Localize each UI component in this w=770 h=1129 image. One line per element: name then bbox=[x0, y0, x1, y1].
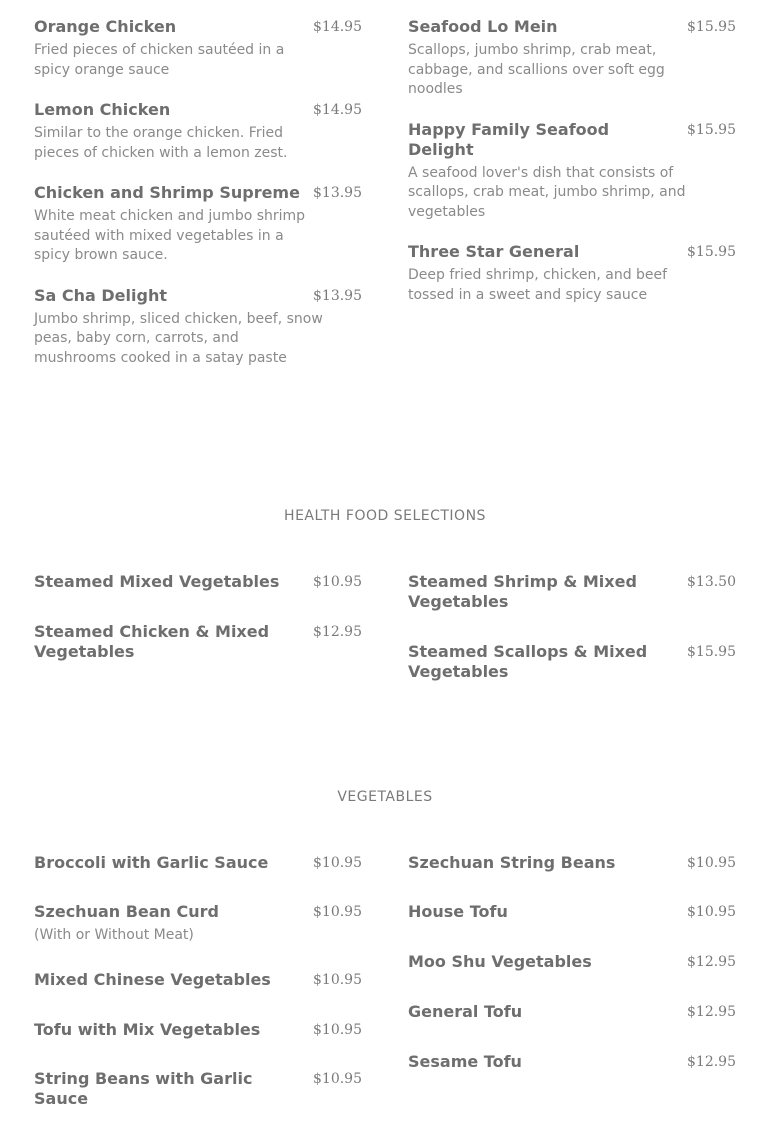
item-description: White meat chicken and jumbo shrimp sautéed with mixed vegetables in a spicy brown sauce. bbox=[34, 208, 306, 263]
item-description: Jumbo shrimp, sliced chicken, beef, snow peas, baby corn, carrots, and mushrooms cooked in a satay paste bbox=[34, 310, 323, 366]
item-name: House Tofu bbox=[408, 902, 508, 921]
item-description: (With or Without Meat) bbox=[34, 927, 194, 943]
item-price: $13.95 bbox=[313, 185, 362, 201]
item-price: $10.95 bbox=[313, 971, 362, 988]
item-price: $13.50 bbox=[687, 574, 736, 590]
section-heading: VEGETABLES bbox=[337, 789, 433, 805]
item-price: $14.95 bbox=[313, 102, 362, 118]
item-name: Orange Chicken bbox=[34, 17, 177, 36]
item-price: $12.95 bbox=[687, 1004, 736, 1020]
menu-item bbox=[34, 1069, 362, 1109]
menu-item bbox=[34, 902, 362, 946]
item-name: Szechuan String Beans bbox=[408, 853, 616, 872]
item-name: Szechuan Bean Curd bbox=[34, 902, 219, 921]
item-price: $12.95 bbox=[313, 624, 362, 640]
item-price: $13.95 bbox=[313, 287, 362, 304]
menu-column-right bbox=[408, 853, 736, 1092]
item-name: Sa Cha Delight bbox=[34, 285, 167, 305]
menu-item bbox=[408, 952, 736, 972]
menu-item bbox=[34, 970, 362, 990]
menu-item bbox=[408, 853, 736, 873]
item-name: Tofu with Mix Vegetables bbox=[34, 1019, 261, 1039]
menu-item bbox=[34, 100, 362, 163]
item-name: Sesame Tofu bbox=[408, 1052, 522, 1071]
item-price: $15.95 bbox=[687, 121, 736, 138]
item-price: $10.95 bbox=[313, 1070, 362, 1087]
item-price: $10.95 bbox=[313, 574, 362, 590]
item-name: Lemon Chicken bbox=[34, 100, 171, 119]
item-name: Steamed Mixed Vegetables bbox=[34, 572, 280, 591]
menu-item bbox=[34, 1020, 362, 1040]
section-heading: HEALTH FOOD SELECTIONS bbox=[284, 508, 486, 524]
menu-item bbox=[408, 1002, 736, 1022]
menu-item bbox=[34, 183, 362, 266]
item-name: Mixed Chinese Vegetables bbox=[34, 969, 271, 989]
item-price: $10.95 bbox=[313, 904, 362, 920]
item-price: $10.95 bbox=[313, 855, 362, 871]
menu-column-right bbox=[408, 17, 736, 325]
menu-section-vegetables bbox=[0, 853, 770, 1108]
menu-item bbox=[34, 853, 362, 873]
item-description: Similar to the orange chicken. Fried pieces of chicken with a lemon zest. bbox=[34, 125, 288, 161]
item-price: $15.95 bbox=[687, 244, 736, 260]
item-name: General Tofu bbox=[408, 1002, 523, 1021]
menu-item bbox=[34, 622, 362, 662]
item-price: $10.95 bbox=[687, 904, 736, 920]
item-name: Steamed Scallops & Mixed Vegetables bbox=[408, 642, 648, 681]
item-name: Three Star General bbox=[408, 242, 580, 261]
menu-column-left bbox=[34, 572, 362, 682]
menu-column-left bbox=[34, 853, 362, 1129]
menu-section-specials bbox=[0, 17, 770, 437]
item-description: A seafood lover's dish that consists of scallops, crab meat, jumbo shrimp, and vegetables bbox=[408, 164, 686, 220]
menu-item bbox=[34, 572, 362, 592]
item-price: $15.95 bbox=[687, 19, 736, 35]
item-price: $10.95 bbox=[687, 855, 736, 871]
item-name: Chicken and Shrimp Supreme bbox=[34, 183, 300, 202]
item-description: Fried pieces of chicken sautéed in a spicy orange sauce bbox=[34, 42, 285, 78]
menu-section-health-food bbox=[0, 572, 770, 722]
menu-column-left bbox=[34, 17, 362, 388]
menu-item bbox=[408, 17, 736, 100]
item-description: Scallops, jumbo shrimp, crab meat, cabbage, and scallions over soft egg noodles bbox=[408, 42, 665, 97]
menu-item bbox=[34, 286, 362, 369]
menu-item bbox=[408, 572, 736, 612]
item-description: Deep fried shrimp, chicken, and beef tossed in a sweet and spicy sauce bbox=[408, 267, 668, 303]
menu-item bbox=[408, 1052, 736, 1072]
item-name: Seafood Lo Mein bbox=[408, 17, 558, 36]
menu-item bbox=[408, 242, 736, 305]
item-price: $15.95 bbox=[687, 644, 736, 660]
item-price: $14.95 bbox=[313, 19, 362, 35]
item-name: String Beans with Garlic Sauce bbox=[34, 1068, 253, 1108]
item-name: Happy Family Seafood Delight bbox=[408, 119, 610, 159]
item-name: Steamed Chicken & Mixed Vegetables bbox=[34, 622, 270, 661]
item-name: Broccoli with Garlic Sauce bbox=[34, 853, 269, 872]
menu-column-right bbox=[408, 572, 736, 702]
item-name: Moo Shu Vegetables bbox=[408, 952, 592, 971]
menu-item bbox=[408, 120, 736, 223]
item-price: $12.95 bbox=[687, 954, 736, 970]
item-name: Steamed Shrimp & Mixed Vegetables bbox=[408, 572, 637, 611]
item-price: $12.95 bbox=[687, 1054, 736, 1070]
menu-item bbox=[408, 642, 736, 682]
menu-item bbox=[34, 17, 362, 80]
item-price: $10.95 bbox=[313, 1021, 362, 1038]
menu-item bbox=[408, 902, 736, 922]
